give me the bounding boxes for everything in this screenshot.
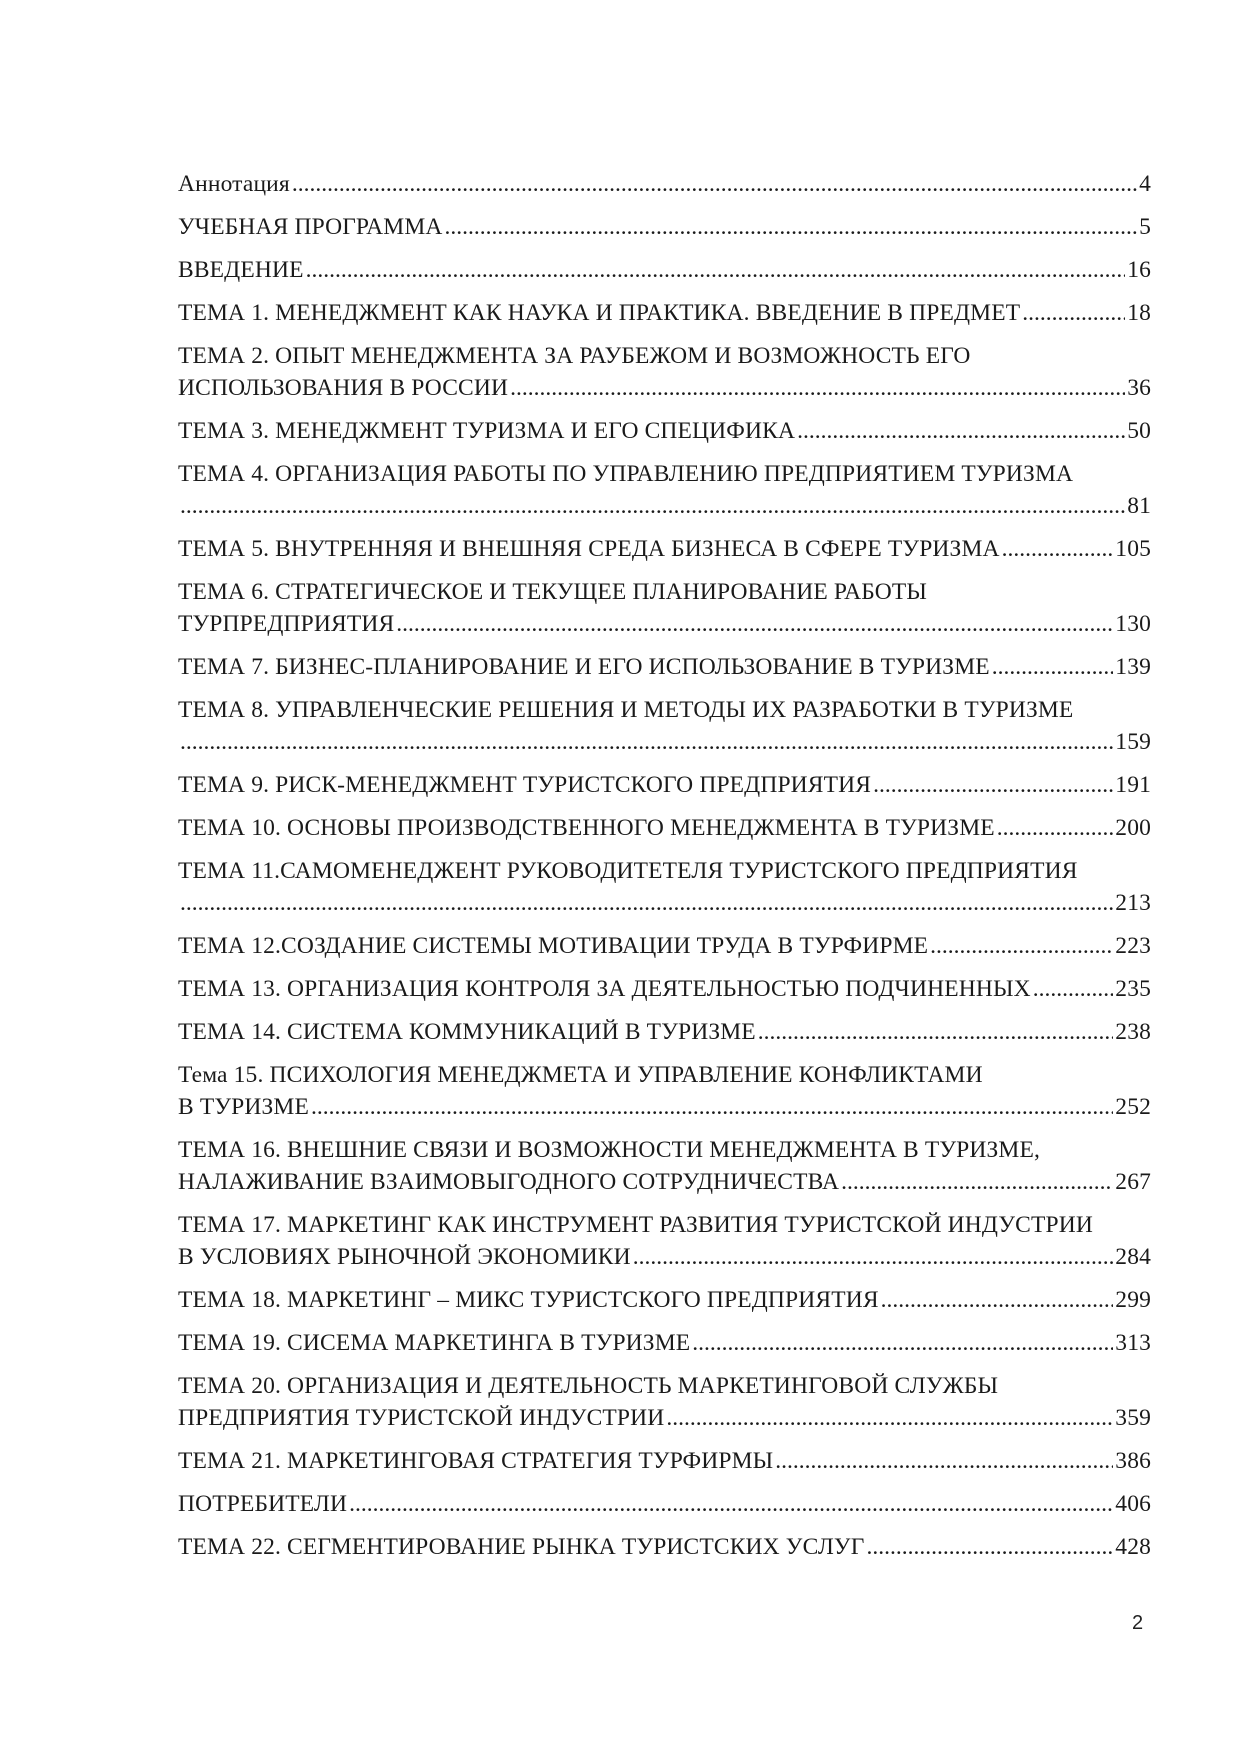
- toc-entry-title: ТЕМА 22. СЕГМЕНТИРОВАНИЕ РЫНКА ТУРИСТСКИХ УСЛУГ: [178, 1534, 865, 1560]
- toc-dot-leader: [1022, 297, 1125, 329]
- toc-entry-row: [178, 490, 1151, 522]
- toc-entry-page: 16: [1127, 257, 1151, 283]
- toc-entry-page: 223: [1115, 933, 1151, 959]
- toc-entry-row: [178, 887, 1151, 919]
- toc-entry[interactable]: [178, 1134, 1151, 1198]
- toc-entry[interactable]: [178, 1531, 1151, 1563]
- toc-dot-leader: [666, 1402, 1113, 1434]
- toc-entry-row: [178, 726, 1151, 758]
- toc-entry-page: 267: [1115, 1169, 1151, 1195]
- toc-entry-title: ВВЕДЕНИЕ: [178, 257, 304, 283]
- toc-entry-row: [178, 254, 1151, 286]
- toc-entry-row: [178, 1091, 1151, 1123]
- toc-entry[interactable]: [178, 1370, 1151, 1434]
- toc-entry[interactable]: [178, 340, 1151, 404]
- toc-entry-row: [178, 1402, 1151, 1434]
- toc-entry-row: [178, 297, 1151, 329]
- toc-entry-row: [178, 812, 1151, 844]
- toc-entry-title: ПРЕДПРИЯТИЯ ТУРИСТСКОЙ ИНДУСТРИИ: [178, 1405, 665, 1431]
- toc-entry-row: [178, 211, 1151, 243]
- toc-entry-page: 386: [1115, 1448, 1151, 1474]
- toc-entry-title: ТЕМА 5. ВНУТРЕННЯЯ И ВНЕШНЯЯ СРЕДА БИЗНЕСА В СФЕРЕ ТУРИЗМА: [178, 536, 1000, 562]
- toc-dot-leader: [180, 490, 1125, 522]
- toc-entry-title: ТЕМА 7. БИЗНЕС-ПЛАНИРОВАНИЕ И ЕГО ИСПОЛЬЗОВАНИЕ В ТУРИЗМЕ: [178, 654, 990, 680]
- toc-entry-title: ТЕМА 19. СИСЕМА МАРКЕТИНГА В ТУРИЗМЕ: [178, 1330, 691, 1356]
- toc-entry-page: 213: [1115, 890, 1151, 916]
- toc-entry-row: [178, 608, 1151, 640]
- page-number: 2: [1132, 1612, 1144, 1634]
- toc-entry-row: [178, 769, 1151, 801]
- toc-entry-page: 50: [1127, 418, 1151, 444]
- toc-entry[interactable]: [178, 855, 1151, 919]
- toc-entry-page: 299: [1115, 1287, 1151, 1313]
- toc-entry[interactable]: [178, 1488, 1151, 1520]
- toc-entry[interactable]: [178, 1209, 1151, 1273]
- toc-entry-page: 159: [1115, 729, 1151, 755]
- toc-entry-row: [178, 1284, 1151, 1316]
- toc-entry-page: 18: [1127, 300, 1151, 326]
- toc-entry-title: ТЕМА 12.СОЗДАНИЕ СИСТЕМЫ МОТИВАЦИИ ТРУДА В ТУРФИРМЕ: [178, 933, 929, 959]
- toc-entry[interactable]: [178, 1445, 1151, 1477]
- toc-entry-page: 428: [1115, 1534, 1151, 1560]
- toc-entry[interactable]: [178, 812, 1151, 844]
- toc-entry[interactable]: [178, 415, 1151, 447]
- toc-entry-page: 252: [1115, 1094, 1151, 1120]
- toc-entry-row: [178, 1531, 1151, 1563]
- toc-entry-title-line: ТЕМА 4. ОРГАНИЗАЦИЯ РАБОТЫ ПО УПРАВЛЕНИЮ ПРЕДПРИЯТИЕМ ТУРИЗМА: [178, 461, 1074, 487]
- toc-entry[interactable]: [178, 533, 1151, 565]
- toc-entry-row: [178, 533, 1151, 565]
- toc-entry-page: 5: [1139, 214, 1151, 240]
- toc-dot-leader: [396, 608, 1113, 640]
- toc-entry-title: ТЕМА 10. ОСНОВЫ ПРОИЗВОДСТВЕННОГО МЕНЕДЖМЕНТА В ТУРИЗМЕ: [178, 815, 995, 841]
- toc-entry-title: ТЕМА 21. МАРКЕТИНГОВАЯ СТРАТЕГИЯ ТУРФИРМЫ: [178, 1448, 774, 1474]
- toc-entry-title: ТЕМА 3. МЕНЕДЖМЕНТ ТУРИЗМА И ЕГО СПЕЦИФИКА: [178, 418, 796, 444]
- toc-entry[interactable]: [178, 458, 1151, 522]
- toc-entry[interactable]: [178, 1327, 1151, 1359]
- toc-dot-leader: [775, 1445, 1113, 1477]
- toc-entry-page: 139: [1115, 654, 1151, 680]
- toc-entry-page: 191: [1115, 772, 1151, 798]
- toc-dot-leader: [1002, 533, 1114, 565]
- toc-entry-row: [178, 372, 1151, 404]
- toc-entry-title: ТЕМА 14. СИСТЕМА КОММУНИКАЦИЙ В ТУРИЗМЕ: [178, 1019, 756, 1045]
- toc-entry-title: ИСПОЛЬЗОВАНИЯ В РОССИИ: [178, 375, 509, 401]
- toc-entry-title: ПОТРЕБИТЕЛИ: [178, 1491, 348, 1517]
- toc-entry[interactable]: [178, 694, 1151, 758]
- toc-entry[interactable]: [178, 930, 1151, 962]
- toc-dot-leader: [758, 1016, 1114, 1048]
- toc-entry[interactable]: [178, 769, 1151, 801]
- toc-entry[interactable]: [178, 651, 1151, 683]
- toc-dot-leader: [311, 1091, 1113, 1123]
- toc-dot-leader: [180, 726, 1113, 758]
- toc-entry-page: 130: [1115, 611, 1151, 637]
- toc-entry-title: В УСЛОВИЯХ РЫНОЧНОЙ ЭКОНОМИКИ: [178, 1244, 631, 1270]
- toc-dot-leader: [873, 769, 1113, 801]
- toc-entry-title: ТЕМА 9. РИСК-МЕНЕДЖМЕНТ ТУРИСТСКОГО ПРЕДПРИЯТИЯ: [178, 772, 872, 798]
- toc-dot-leader: [841, 1166, 1113, 1198]
- toc-entry-page: 235: [1115, 976, 1151, 1002]
- toc-dot-leader: [306, 254, 1126, 286]
- toc-entry-row: [178, 930, 1151, 962]
- toc-entry-title-line: Тема 15. ПСИХОЛОГИЯ МЕНЕДЖМЕТА И УПРАВЛЕНИЕ КОНФЛИКТАМИ: [178, 1062, 983, 1088]
- toc-entry-title-line: ТЕМА 17. МАРКЕТИНГ КАК ИНСТРУМЕНТ РАЗВИТИЯ ТУРИСТСКОЙ ИНДУСТРИИ: [178, 1212, 1093, 1238]
- toc-entry-row: [178, 651, 1151, 683]
- toc-entry-page: 200: [1115, 815, 1151, 841]
- toc-entry-row: [178, 1241, 1151, 1273]
- toc-entry-title: Аннотация: [178, 171, 290, 197]
- toc-entry[interactable]: [178, 973, 1151, 1005]
- toc-entry-page: 406: [1115, 1491, 1151, 1517]
- toc-dot-leader: [866, 1531, 1113, 1563]
- toc-dot-leader: [510, 372, 1125, 404]
- toc-dot-leader: [180, 887, 1113, 919]
- toc-entry-row: [178, 1016, 1151, 1048]
- toc-dot-leader: [692, 1327, 1113, 1359]
- toc-entry-page: 359: [1115, 1405, 1151, 1431]
- toc-entry-title: ТЕМА 13. ОРГАНИЗАЦИЯ КОНТРОЛЯ ЗА ДЕЯТЕЛЬНОСТЬЮ ПОДЧИНЕННЫХ: [178, 976, 1031, 1002]
- toc-entry[interactable]: [178, 1284, 1151, 1316]
- toc-entry-title: В ТУРИЗМЕ: [178, 1094, 309, 1120]
- table-of-contents: [178, 168, 1151, 1574]
- toc-dot-leader: [1033, 973, 1114, 1005]
- toc-entry-title: ТУРПРЕДПРИЯТИЯ: [178, 611, 395, 637]
- toc-entry-page: 238: [1115, 1019, 1151, 1045]
- toc-entry-title-line: ТЕМА 11.САМОМЕНЕДЖЕНТ РУКОВОДИТЕТЕЛЯ ТУРИСТСКОГО ПРЕДПРИЯТИЯ: [178, 858, 1078, 884]
- toc-entry-page: 36: [1127, 375, 1151, 401]
- toc-entry-page: 4: [1139, 171, 1151, 197]
- toc-entry-row: [178, 1327, 1151, 1359]
- toc-dot-leader: [292, 168, 1137, 200]
- toc-dot-leader: [349, 1488, 1113, 1520]
- toc-entry-row: [178, 1166, 1151, 1198]
- toc-entry-row: [178, 1445, 1151, 1477]
- toc-entry-page: 284: [1115, 1244, 1151, 1270]
- toc-dot-leader: [997, 812, 1114, 844]
- toc-entry-title-line: ТЕМА 8. УПРАВЛЕНЧЕСКИЕ РЕШЕНИЯ И МЕТОДЫ ИХ РАЗРАБОТКИ В ТУРИЗМЕ: [178, 697, 1074, 723]
- toc-entry-title: УЧЕБНАЯ ПРОГРАММА: [178, 214, 443, 240]
- toc-entry-title-line: ТЕМА 6. СТРАТЕГИЧЕСКОЕ И ТЕКУЩЕЕ ПЛАНИРОВАНИЕ РАБОТЫ: [178, 579, 927, 605]
- toc-entry[interactable]: [178, 297, 1151, 329]
- toc-entry-row: [178, 415, 1151, 447]
- toc-entry-page: 105: [1115, 536, 1151, 562]
- toc-dot-leader: [930, 930, 1113, 962]
- toc-entry[interactable]: [178, 1059, 1151, 1123]
- toc-dot-leader: [444, 211, 1137, 243]
- toc-entry-page: 81: [1127, 493, 1151, 519]
- toc-entry[interactable]: [178, 211, 1151, 243]
- toc-dot-leader: [881, 1284, 1114, 1316]
- toc-entry-title-line: ТЕМА 20. ОРГАНИЗАЦИЯ И ДЕЯТЕЛЬНОСТЬ МАРКЕТИНГОВОЙ СЛУЖБЫ: [178, 1373, 999, 1399]
- toc-dot-leader: [797, 415, 1125, 447]
- toc-dot-leader: [992, 651, 1114, 683]
- toc-entry-title: ТЕМА 1. МЕНЕДЖМЕНТ КАК НАУКА И ПРАКТИКА. ВВЕДЕНИЕ В ПРЕДМЕТ: [178, 300, 1021, 326]
- toc-entry[interactable]: [178, 1016, 1151, 1048]
- toc-entry-page: 313: [1115, 1330, 1151, 1356]
- toc-entry[interactable]: [178, 254, 1151, 286]
- toc-entry-title-line: ТЕМА 2. ОПЫТ МЕНЕДЖМЕНТА ЗА РАУБЕЖОМ И ВОЗМОЖНОСТЬ ЕГО: [178, 343, 971, 369]
- toc-entry-row: [178, 973, 1151, 1005]
- toc-entry-row: [178, 168, 1151, 200]
- toc-entry[interactable]: [178, 168, 1151, 200]
- toc-entry-title: ТЕМА 18. МАРКЕТИНГ – МИКС ТУРИСТСКОГО ПРЕДПРИЯТИЯ: [178, 1287, 879, 1313]
- toc-entry-row: [178, 1488, 1151, 1520]
- toc-dot-leader: [633, 1241, 1114, 1273]
- toc-entry-title: НАЛАЖИВАНИЕ ВЗАИМОВЫГОДНОГО СОТРУДНИЧЕСТВА: [178, 1169, 840, 1195]
- toc-entry[interactable]: [178, 576, 1151, 640]
- toc-entry-title-line: ТЕМА 16. ВНЕШНИЕ СВЯЗИ И ВОЗМОЖНОСТИ МЕНЕДЖМЕНТА В ТУРИЗМЕ,: [178, 1137, 1040, 1163]
